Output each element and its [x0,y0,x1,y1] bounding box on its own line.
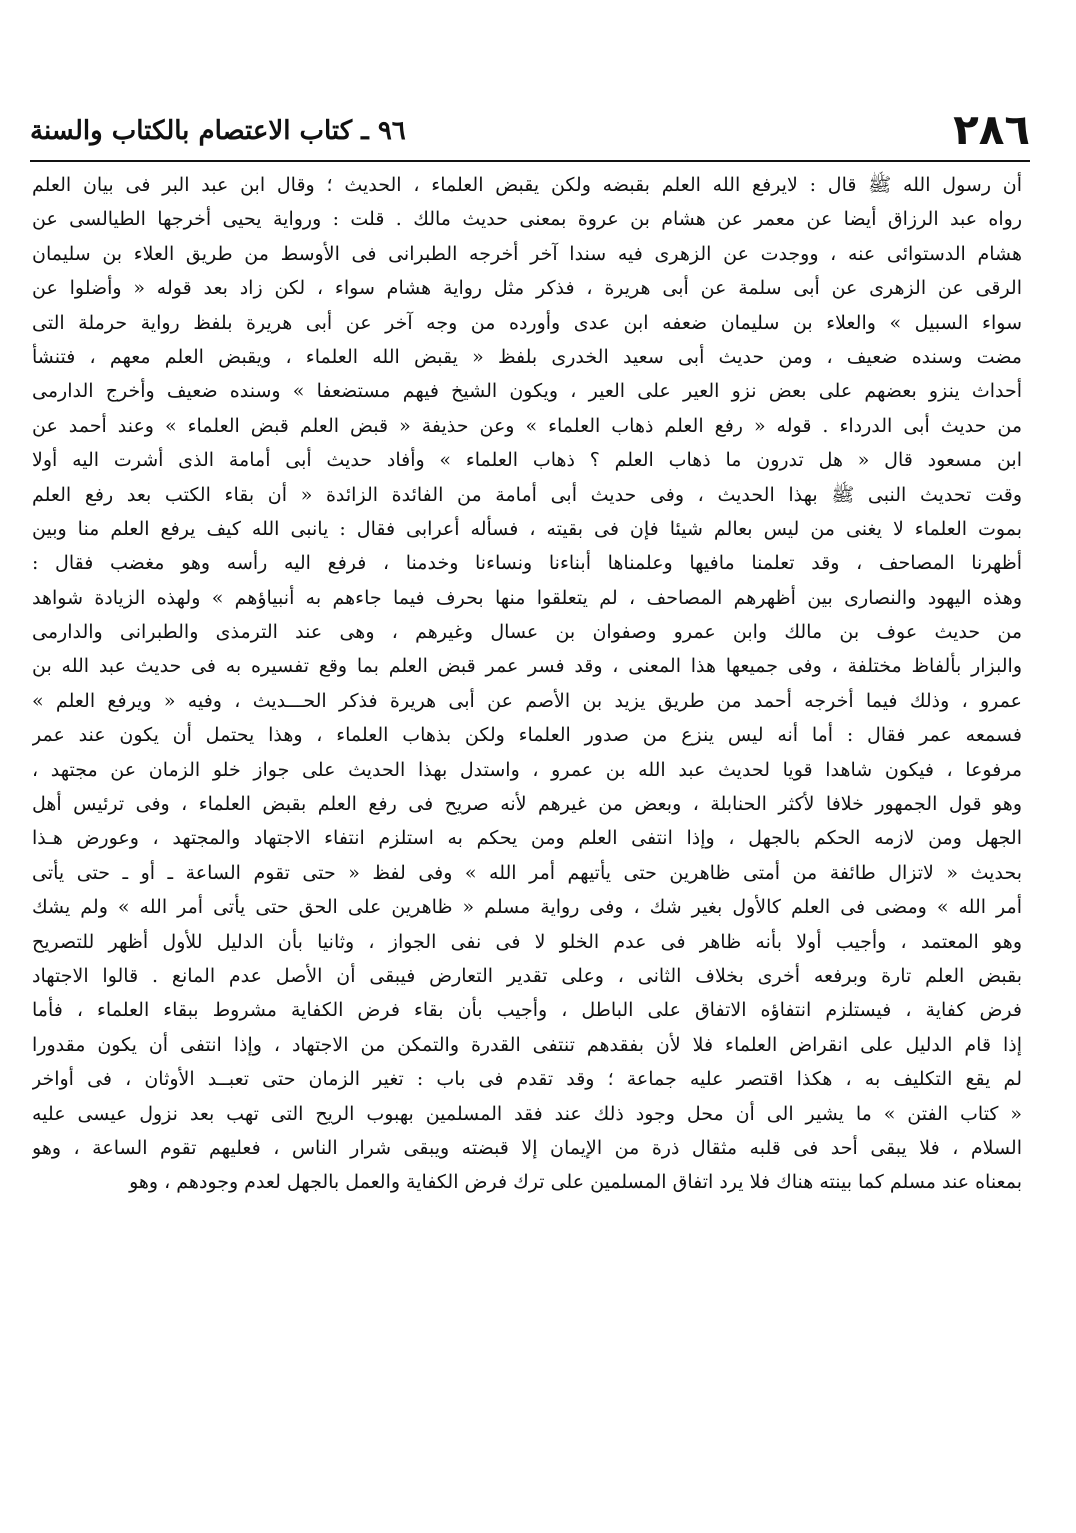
text-line: مضت وسنده ضعيف ، ومن حديث أبى سعيد الخدرى بلفظ « يقبض الله العلماء ، ويقبض العلم معهم ، فتنشأ [32,345,1022,368]
text-line: من حديث عوف بن مالك وابن عمرو وصفوان بن عسال وغيرهم ، وهى عند الترمذى والطبرانى والدارمى [32,621,1022,644]
text-line: هشام الدستوائى عنه ، ووجدت عن الزهرى فيه سندا آخر أخرجه الطبرانى فى الأوسط من طريق العلاء بن سليمان [32,242,1022,265]
header-divider [30,160,1030,162]
text-line: فرض كفاية ، فيستلزم انتفاؤه الاتفاق على الباطل ، وأجيب بأن بقاء فرض الكفاية مشروط ببقاء العلماء ، فأما [32,999,1022,1022]
text-line: لم يقع التكليف به ، هكذا اقتصر عليه جماعة ؛ وقد تقدم فى باب : تغير الزمان حتى تعبــد الأوثان ، فى أواخر [32,1068,1022,1091]
text-line: وهو المعتمد ، وأجيب أولا بأنه ظاهر فى عدم الخلو لا فى نفى الجواز ، وثانيا بأن الدليل للأول أظهر للتصريح [32,930,1022,953]
running-title: ٩٦ ـ كتاب الاعتصام بالكتاب والسنة [30,116,406,146]
text-line: وقت تحديث النبى ﷺ بهذا الحديث ، وفى حديث أبى أمامة من الفائدة الزائدة « أن بقاء الكتب بعد رفع العلم [32,483,1022,506]
text-line: أحداث ينزو بعضهم على بعض نزو العير على العير ، ويكون الشيخ فيهم مستضعفا » وسنده ضعيف وأخرج الدارمى [32,380,1022,403]
text-line: الجهل ومن لازمه الحكم بالجهل ، وإذا انتفى العلم ومن يحكم به استلزم انتفاء الاجتهاد والمجتهد ، وعورض هـذا [32,827,1022,850]
body-text [32,168,1022,1200]
text-line: وهذه اليهود والنصارى بين أظهرهم المصاحف ، لم يتعلقوا منها بحرف فيما جاءهم به أنبياؤهم » ولهذه الزيادة شواهد [32,586,1022,609]
text-line: من حديث أبى الدرداء . قوله « رفع العلم ذهاب العلماء » وعن حذيفة « قبض العلم قبض العلماء » وعند أحمد عن [32,414,1022,437]
text-line: أن رسول الله ﷺ قال : لايرفع الله العلم بقبضه ولكن يقبض العلماء ، الحديث ؛ وقال ابن عبد البر فى بيان العلم [32,174,1022,196]
text-line: أمر الله » ومضى فى العلم كالأول بغير شك ، وفى رواية مسلم « ظاهرين على الحق حتى يأتى أمر الله » ولم يشك [32,896,1022,919]
text-line: السلام ، فلا يبقى أحد فى قلبه مثقال ذرة من الإيمان إلا قبضته ويبقى شرار الناس ، فعليهم تقوم الساعة ، وهو [32,1136,1022,1159]
text-line: بموت العلماء لا يغنى من ليس بعالم شيئا فإن فى بقيته ، فسأله أعرابى فقال : يانبى الله كيف يرفع العلم منا وبين [32,517,1022,540]
text-line: أظهرنا المصاحف ، وقد تعلمنا مافيها وعلمناها أبناءنا ونساءنا وخدمنا ، فرفع اليه رأسه وهو مغضب فقال : [32,552,1022,575]
page-header [30,105,1030,155]
text-line: وهو قول الجمهور خلافا لأكثر الحنابلة ، وبعض من غيرهم لأنه صريح فى رفع العلم بقبض العلماء ، وفى ترئيس أهل [32,793,1022,816]
text-line: بمعناه عند مسلم كما بينته هناك فلا يرد اتفاق المسلمين على ترك فرض الكفاية والعمل بالجهل لعدم وجودهم ، وهو [129,1171,1022,1194]
text-line: عمرو ، وذلك فيما أخرجه أحمد من طريق يزيد بن الأصم عن أبى هريرة فذكر الحـــديث ، وفيه « ويرفع العلم » [32,689,1022,712]
text-line: الرقى عن الزهرى عن أبى سلمة عن أبى هريرة ، فذكر مثل رواية هشام سواء ، لكن زاد بعد قوله « وأضلوا عن [32,277,1022,300]
text-line: « كتاب الفتن » ما يشير الى أن محل وجود ذلك عند فقد المسلمين بهبوب الريح التى تهب بعد نزول عيسى عليه [32,1102,1022,1125]
text-line: والبزار بألفاظ مختلفة ، وفى جميعها هذا المعنى ، وقد فسر عمر قبض العلم بما وقع تفسيره به فى حديث عبد الله بن [32,655,1022,678]
page-number: ٢٨٦ [953,105,1030,154]
text-line: فسمعه عمر فقال : أما أنه ليس ينزع من صدور العلماء ولكن بذهاب العلماء ، وهذا يحتمل أن يكون عند عمر [32,724,1022,747]
text-line: ابن مسعود قال « هل تدرون ما ذهاب العلم ؟ ذهاب العلماء » وأفاد حديث أبى أمامة الذى أشرت اليه أولا [32,449,1022,472]
text-line: سواء السبيل » والعلاء بن سليمان ضعفه ابن عدى وأورده من وجه آخر عن أبى هريرة بلفظ رواية حرملة التى [32,311,1022,334]
text-line: رواه عبد الرزاق أيضا عن معمر عن هشام بن عروة بمعنى حديث مالك . قلت : ورواية يحيى أخرجها الطيالسى عن [32,208,1022,231]
text-line: إذا قام الدليل على انقراض العلماء فلا لأن بفقدهم تنتفى القدرة والتمكن من الاجتهاد ، وإذا انتفى أن يكون مقدورا [32,1033,1022,1056]
text-line: بقبض العلم تارة وبرفعه أخرى بخلاف الثانى ، وعلى تقدير التعارض فيبقى أن الأصل عدم المانع . قالوا الاجتهاد [32,964,1022,987]
text-line: بحديث « لاتزال طائفة من أمتى ظاهرين حتى يأتيهم أمر الله » وفى لفظ « حتى تقوم الساعة ـ أو ـ حتى يأتى [32,861,1022,884]
text-line: مرفوعا ، فيكون شاهدا قويا لحديث عبد الله بن عمرو ، واستدل بهذا الحديث على جواز خلو الزمان عن مجتهد ، [32,758,1022,781]
